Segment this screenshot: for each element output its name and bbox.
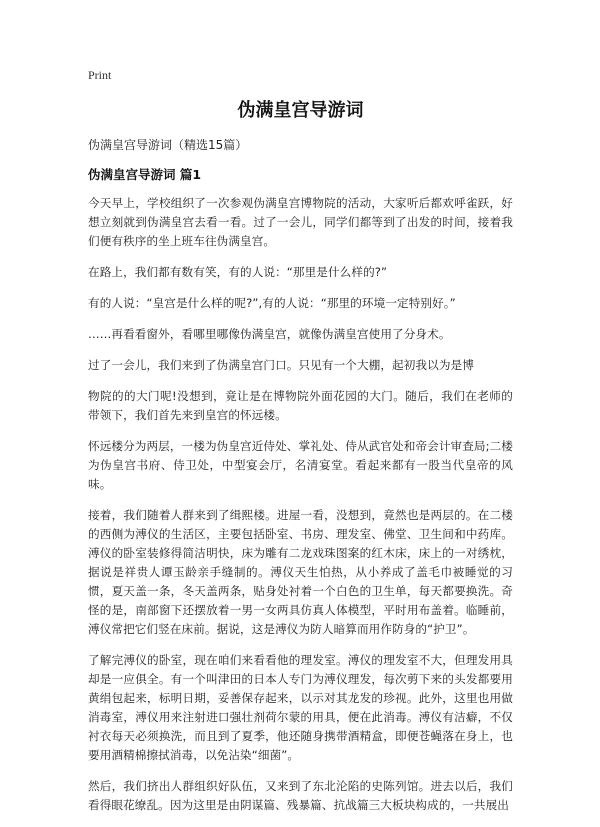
print-link[interactable]: Print	[88, 68, 112, 82]
paragraph: ……再看看窗外，看哪里哪像伪满皇宫，就像伪满皇宫使用了分身术。	[88, 327, 451, 341]
paragraph: 接着，我们随着人群来到了缉熙楼。进屋一看，没想到，竟然也是两层的。在二楼的西侧为溥仪的生活区，主要包括卧室、书房、理发室、佛堂、卫生间和中药库。溥仪的卧室装修得简洁明快，床为雕有二龙戏珠图案的红木床，床上的一对绣枕，据说是祥贵人谭玉龄亲手缝制的。溥仪天生怕热，从小养成了盖毛巾被睡觉的习惯，夏天盖一条，冬天盖两条，贴身处衬着一个白色的卫生单，每天都要换洗。奇怪的是，南部窗下还摆放着一男一女两具仿真人体模型，平时用布盖着。临睡前，溥仪常把它们竖在床前。据说，这是溥仪为防人暗算而用作防身的“护卫”。	[88, 508, 513, 636]
paragraph: 了解完溥仪的卧室，现在咱们来看看他的理发室。溥仪的理发室不大，但理发用具却是一应俱全。有一个叫津田的日本人专门为溥仪理发，每次剪下来的头发都要用黄绢包起来，标明日期，妥善保存起来，以示对其龙发的珍视。此外，这里也用做消毒室，溥仪用来注射进口强壮剂荷尔蒙的用具，便在此消毒。溥仪有洁癖，不仅衬衣每天必须换洗，而且到了夏季，他还随身携带酒精盒，即便苍蝇落在身上，也要用酒精棉擦拭消毒，以免沾染“细菌”。	[88, 653, 513, 762]
document-subtitle: 伪满皇宫导游词（精选15篇）	[88, 138, 248, 152]
document-title: 伪满皇宫导游词	[237, 100, 364, 121]
paragraph: 过了一会儿，我们来到了伪满皇宫门口。只见有一个大棚，起初我以为是博	[88, 358, 474, 372]
paragraph: 在路上，我们都有数有笑，有的人说：“那里是什么样的?”	[88, 265, 388, 279]
paragraph: 物院的的大门呢!没想到，竟让是在博物院外面花园的大门。随后，我们在老师的带领下，我们首先来到皇宫的怀远楼。	[88, 389, 513, 422]
paragraph: 怀远楼分为两层，一楼为伪皇宫近侍处、掌礼处、侍从武官处和帝会计审查局;二楼为伪皇宫书府、侍卫处，中型宴会厅，名清宴堂。看起来都有一股当代皇帝的风味。	[88, 439, 513, 491]
paragraph: 有的人说：“皇宫是什么样的呢?”,有的人说：“那里的环境一定特别好。”	[88, 296, 456, 310]
document-page	[88, 66, 513, 827]
section-heading: 伪满皇宫导游词 篇1	[88, 167, 202, 182]
paragraph: 然后，我们挤出人群组织好队伍，又来到了东北沦陷的史陈列馆。进去以后，我们看得眼花缭乱。因为这里是由阴谋篇、残暴篇、抗战篇三大板块构成的，一共展出	[88, 779, 513, 812]
paragraph: 今天早上，学校组织了一次参观伪满皇宫博物院的活动，大家听后都欢呼雀跃，好想立刻就到伪满皇宫去看一看。过了一会儿，同学们都等到了出发的时间，接着我们便有秩序的坐上班车往伪满皇宫。	[88, 196, 513, 248]
